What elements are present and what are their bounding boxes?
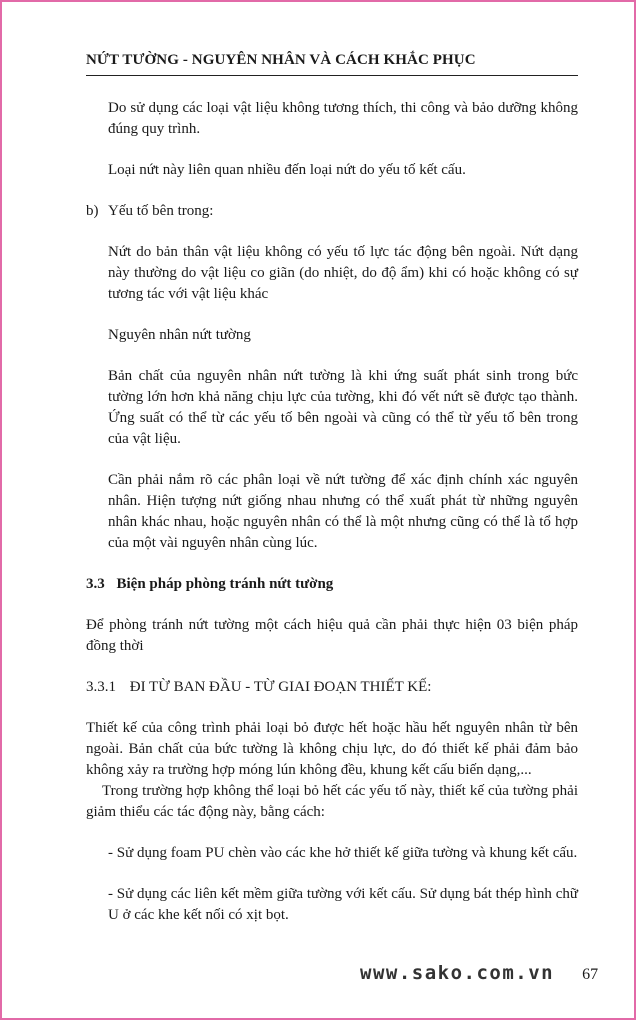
list-item-1: - Sử dụng foam PU chèn vào các khe hở thiết kế giữa tường và khung kết cấu. bbox=[108, 845, 578, 861]
paragraph-8: Thiết kế của công trình phải loại bỏ được hết hoặc hầu hết nguyên nhân từ bên ngoài. Bản chất của bức tường là không chịu lực, do đó thiết kế phải đảm bảo không xảy ra trường hợp móng lún không đều, khung kết cấu biến dạng,... bbox=[86, 720, 578, 778]
subheading-b-text: Yếu tố bên trong: bbox=[108, 203, 214, 219]
section-3-3-number: 3.3 bbox=[86, 576, 105, 592]
page-footer bbox=[360, 962, 598, 984]
website-logo-text: www.sako.com.vn bbox=[360, 962, 555, 984]
section-3-3-heading bbox=[86, 574, 578, 595]
running-header: NỨT TƯỜNG - NGUYÊN NHÂN VÀ CÁCH KHẮC PHỤC bbox=[86, 52, 578, 76]
paragraph-1: Do sử dụng các loại vật liệu không tương thích, thi công và bảo dưỡng không đúng quy trình. bbox=[108, 100, 578, 137]
paragraph-4: Nguyên nhân nứt tường bbox=[108, 327, 251, 343]
paragraph-6: Cần phải nắm rõ các phân loại về nứt tường để xác định chính xác nguyên nhân. Hiện tượng nứt giống nhau nhưng có thể xuất phát từ những nguyên nhân khác nhau, hoặc nguyên nhân có thể là một nhưng cũng có thể là tổ hợp của một vài nguyên nhân cùng lúc. bbox=[108, 472, 578, 551]
paragraph-7: Để phòng tránh nứt tường một cách hiệu quả cần phải thực hiện 03 biện pháp đồng thời bbox=[86, 617, 578, 654]
section-3-3-1-number: 3.3.1 bbox=[86, 679, 116, 695]
paragraph-9: Trong trường hợp không thể loại bỏ hết các yếu tố này, thiết kế của tường phải giảm thiểu các tác động này, bằng cách: bbox=[86, 783, 578, 820]
paragraph-2: Loại nứt này liên quan nhiều đến loại nứt do yếu tố kết cấu. bbox=[108, 162, 466, 178]
section-3-3-1-title: ĐI TỪ BAN ĐẦU - TỪ GIAI ĐOẠN THIẾT KẾ: bbox=[129, 679, 432, 695]
page-body bbox=[86, 98, 578, 946]
section-3-3-1-heading bbox=[86, 677, 578, 698]
subheading-b bbox=[86, 201, 578, 222]
section-3-3-title: Biện pháp phòng tránh nứt tường bbox=[116, 576, 334, 592]
paragraph-3: Nứt do bản thân vật liệu không có yếu tố lực tác động bên ngoài. Nứt dạng này thường do vật liệu co giãn (do nhiệt, do độ ẩm) khi có hoặc không có sự tương tác với vật liệu khác bbox=[108, 244, 578, 302]
page-number: 67 bbox=[582, 966, 599, 983]
list-item-2: - Sử dụng các liên kết mềm giữa tường với kết cấu. Sử dụng bát thép hình chữ U ở các khe kết nối có xịt bọt. bbox=[108, 886, 578, 923]
subheading-b-label: b) bbox=[86, 203, 99, 219]
paragraph-5: Bản chất của nguyên nhân nứt tường là khi ứng suất phát sinh trong bức tường lớn hơn khả năng chịu lực của tường, khi đó vết nứt sẽ được tạo thành. Ứng suất có thể từ các yếu tố bên ngoài và cũng có thể từ yếu tố bên trong của vật liệu. bbox=[108, 368, 578, 447]
